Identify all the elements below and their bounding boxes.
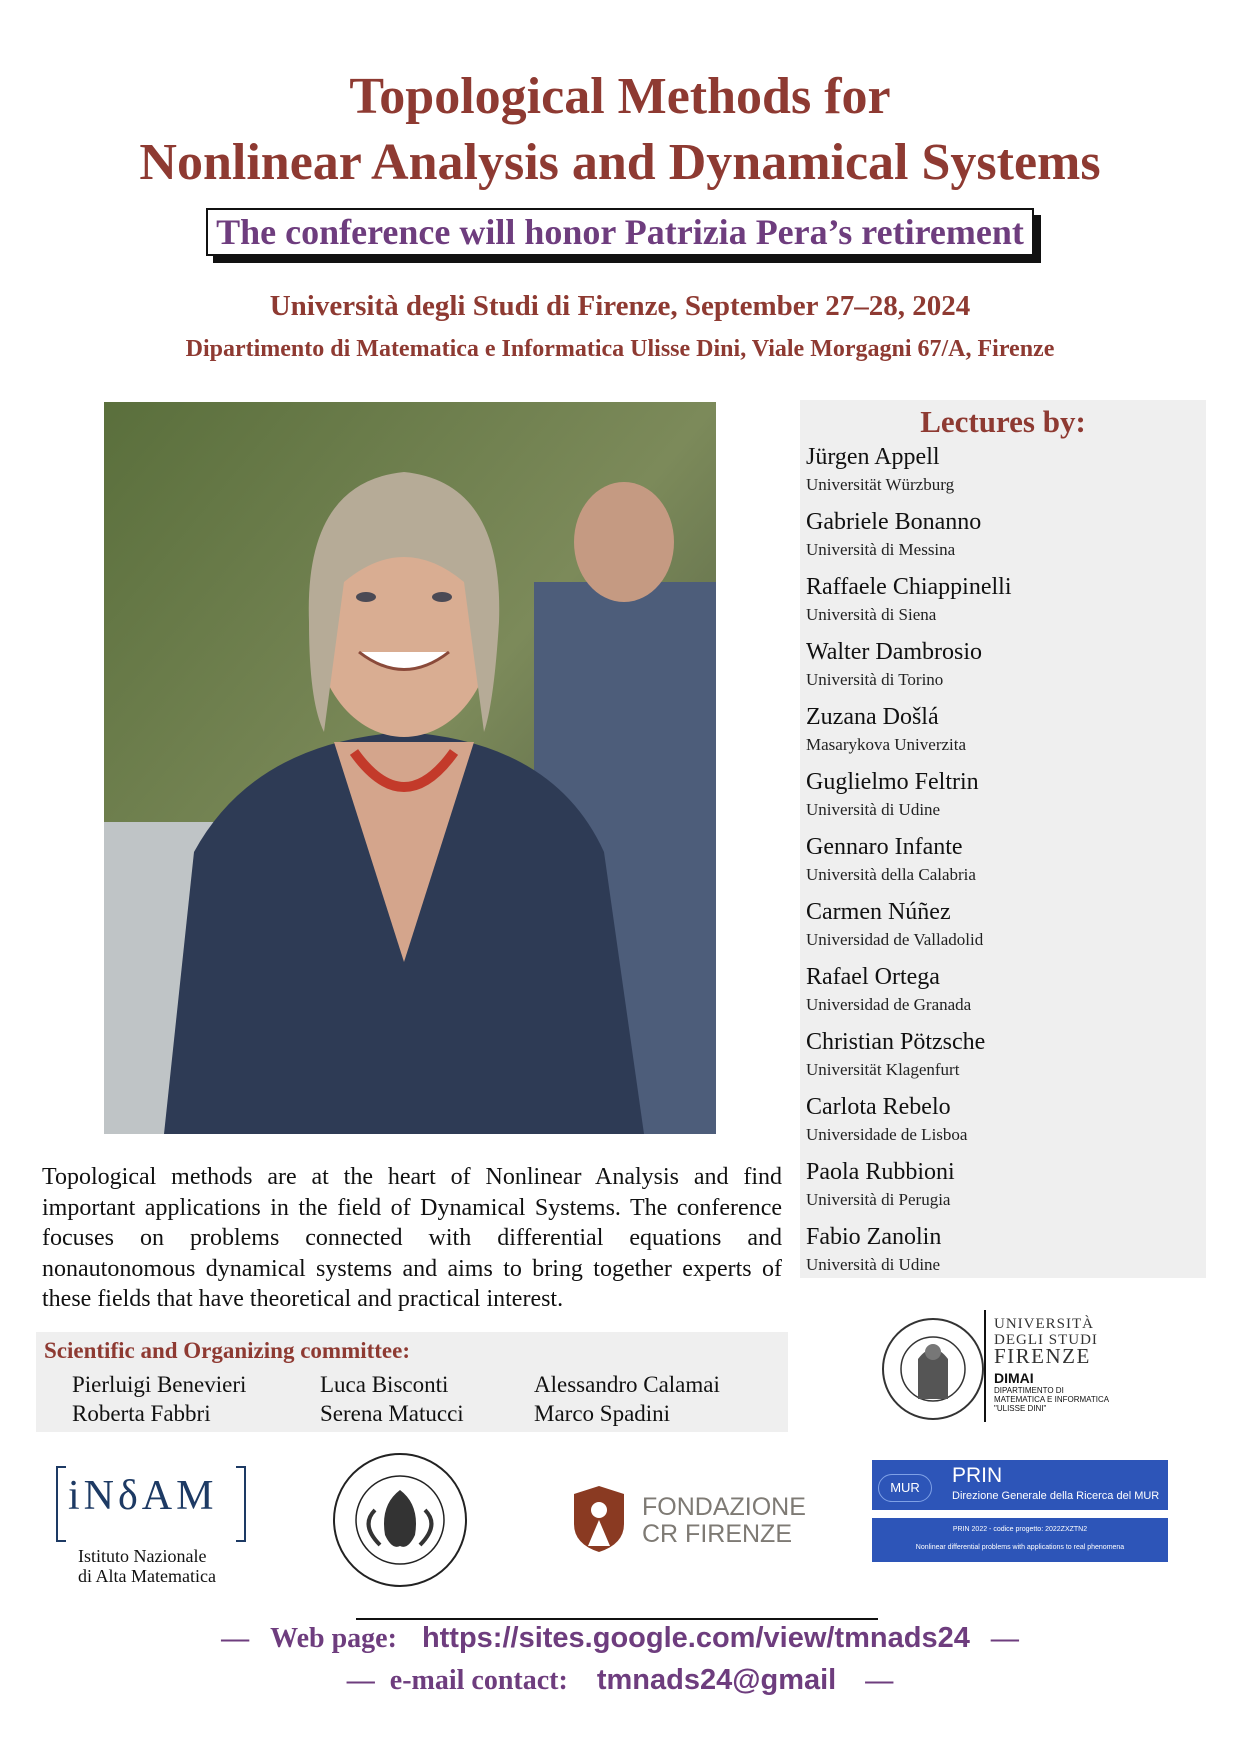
indam-wordmark: iNδAM [68,1473,218,1519]
speaker-affiliation: Universität Würzburg [806,475,955,494]
unifi-line2: DEGLI STUDI [994,1332,1098,1348]
committee-member: Roberta Fabbri [72,1401,211,1426]
committee-member: Luca Bisconti [320,1372,449,1397]
speaker-entry [806,1092,967,1146]
committee-member: Pierluigi Benevieri [72,1372,247,1397]
dimai-label: DIMAI [994,1370,1034,1386]
venue-address: Dipartimento di Matematica e Informatica Ulisse Dini, Viale Morgagni 67/A, Firenze [185,336,1055,362]
speaker-entry [806,1027,985,1081]
fcr-line1: FONDAZIONE [642,1493,806,1521]
email-label: e-mail contact: [389,1665,568,1696]
conference-abstract: Topological methods are at the heart of Nonlinear Analysis and find important applications in the field of Dynamical Systems. The conference focuses on problems connected with differential equations and nonautonomous dynamical systems and aims to bring together experts of these fields that have theoretical and practical interest. [42,1164,782,1312]
indam-sub1: Istituto Nazionale [78,1546,207,1566]
speaker-affiliation: Università di Perugia [806,1190,951,1209]
speaker-entry [806,637,982,691]
honor-banner-wrap [0,208,1240,256]
footer-divider [356,1618,878,1620]
unifi-line3: FIRENZE [994,1344,1091,1368]
dimai-sub1: DIPARTIMENTO DI [994,1386,1064,1395]
prin-banner [872,1460,1168,1510]
speaker-name: Zuzana Došlá [806,704,939,730]
dash: — [865,1665,894,1696]
speaker-name: Gabriele Bonanno [806,509,982,535]
speaker-entry [806,442,954,496]
portrait-photo [104,402,716,1134]
dash: — [346,1665,375,1696]
speaker-entry [806,1222,941,1276]
title-line-2: Nonlinear Analysis and Dynamical Systems [139,134,1101,191]
speaker-affiliation: Università di Udine [806,1255,941,1274]
committee-member: Serena Matucci [320,1401,464,1426]
web-label: Web page: [270,1623,397,1654]
fcr-logo [564,1480,804,1560]
unifi-seal-icon [878,1314,988,1424]
speaker-entry [806,507,981,561]
speaker-affiliation: Universidade de Lisboa [806,1125,968,1144]
speaker-affiliation: Università della Calabria [806,865,976,884]
speaker-name: Carlota Rebelo [806,1094,951,1120]
email-link[interactable]: tmnads24@gmail [596,1664,837,1696]
honor-banner: The conference will honor Patrizia Pera’s retirement [206,208,1034,256]
speaker-affiliation: Universidad de Valladolid [806,930,984,949]
venue-date: Università degli Studi di Firenze, September 27–28, 2024 [269,290,971,322]
committee-heading: Scientific and Organizing committee: [44,1338,411,1363]
speaker-entry [806,897,983,951]
web-page-line [0,1622,1240,1655]
speaker-name: Jürgen Appell [806,444,940,470]
indam-logo [56,1466,256,1586]
speaker-entry [806,767,979,821]
speaker-affiliation: Universidad de Granada [806,995,972,1014]
speaker-affiliation: Masarykova Univerzita [806,735,967,754]
lectures-heading: Lectures by: [920,404,1086,439]
indam-sub2: di Alta Matematica [78,1566,216,1586]
speaker-name: Christian Pötzsche [806,1029,986,1055]
speaker-entry [806,572,1012,626]
unifi-line1: UNIVERSITÀ [994,1316,1094,1332]
dash: — [221,1623,250,1654]
speaker-affiliation: Universität Klagenfurt [806,1060,960,1079]
title-line-1: Topological Methods for [349,68,891,125]
speaker-name: Paola Rubbioni [806,1159,955,1185]
unifi-dimai-logo [878,1310,1138,1430]
prin-title: PRIN [952,1464,1003,1487]
mur-badge: MUR [878,1474,932,1502]
speaker-name: Gennaro Infante [806,834,963,860]
dash: — [990,1623,1019,1654]
speaker-entry [806,1157,955,1211]
speaker-name: Guglielmo Feltrin [806,769,979,795]
speaker-affiliation: Università di Udine [806,800,941,819]
speaker-name: Walter Dambrosio [806,639,983,665]
speaker-name: Rafael Ortega [806,964,940,990]
committee-panel [36,1332,788,1432]
speaker-affiliation: Università di Torino [806,670,944,689]
dimai-sub3: "ULISSE DINI" [994,1404,1047,1413]
univpm-logo [330,1450,470,1590]
fcr-line2: CR FIRENZE [642,1520,792,1548]
prin-code: PRIN 2022 - codice progetto: 2022ZXZTN2 [952,1526,1088,1533]
prin-project: Nonlinear differential problems with applications to real phenomena [915,1544,1125,1551]
committee-member: Alessandro Calamai [534,1372,720,1397]
dimai-sub2: MATEMATICA E INFORMATICA [994,1395,1110,1404]
prin-project-banner [872,1518,1168,1562]
speaker-name: Carmen Núñez [806,899,951,925]
speaker-affiliation: Università di Siena [806,605,937,624]
prin-subtitle: Direzione Generale della Ricerca del MUR [952,1490,1160,1502]
fcr-emblem-icon [564,1484,634,1554]
committee-member: Marco Spadini [534,1401,671,1426]
speaker-entry [806,962,971,1016]
lectures-panel [800,400,1206,1278]
web-url-link[interactable]: https://sites.google.com/view/tmnads24 [421,1622,970,1654]
speaker-affiliation: Università di Messina [806,540,956,559]
univpm-seal-icon [330,1450,470,1590]
speaker-entry [806,702,966,756]
speaker-name: Raffaele Chiappinelli [806,574,1012,600]
email-line [0,1664,1240,1697]
speaker-entry [806,832,976,886]
speaker-name: Fabio Zanolin [806,1224,942,1250]
